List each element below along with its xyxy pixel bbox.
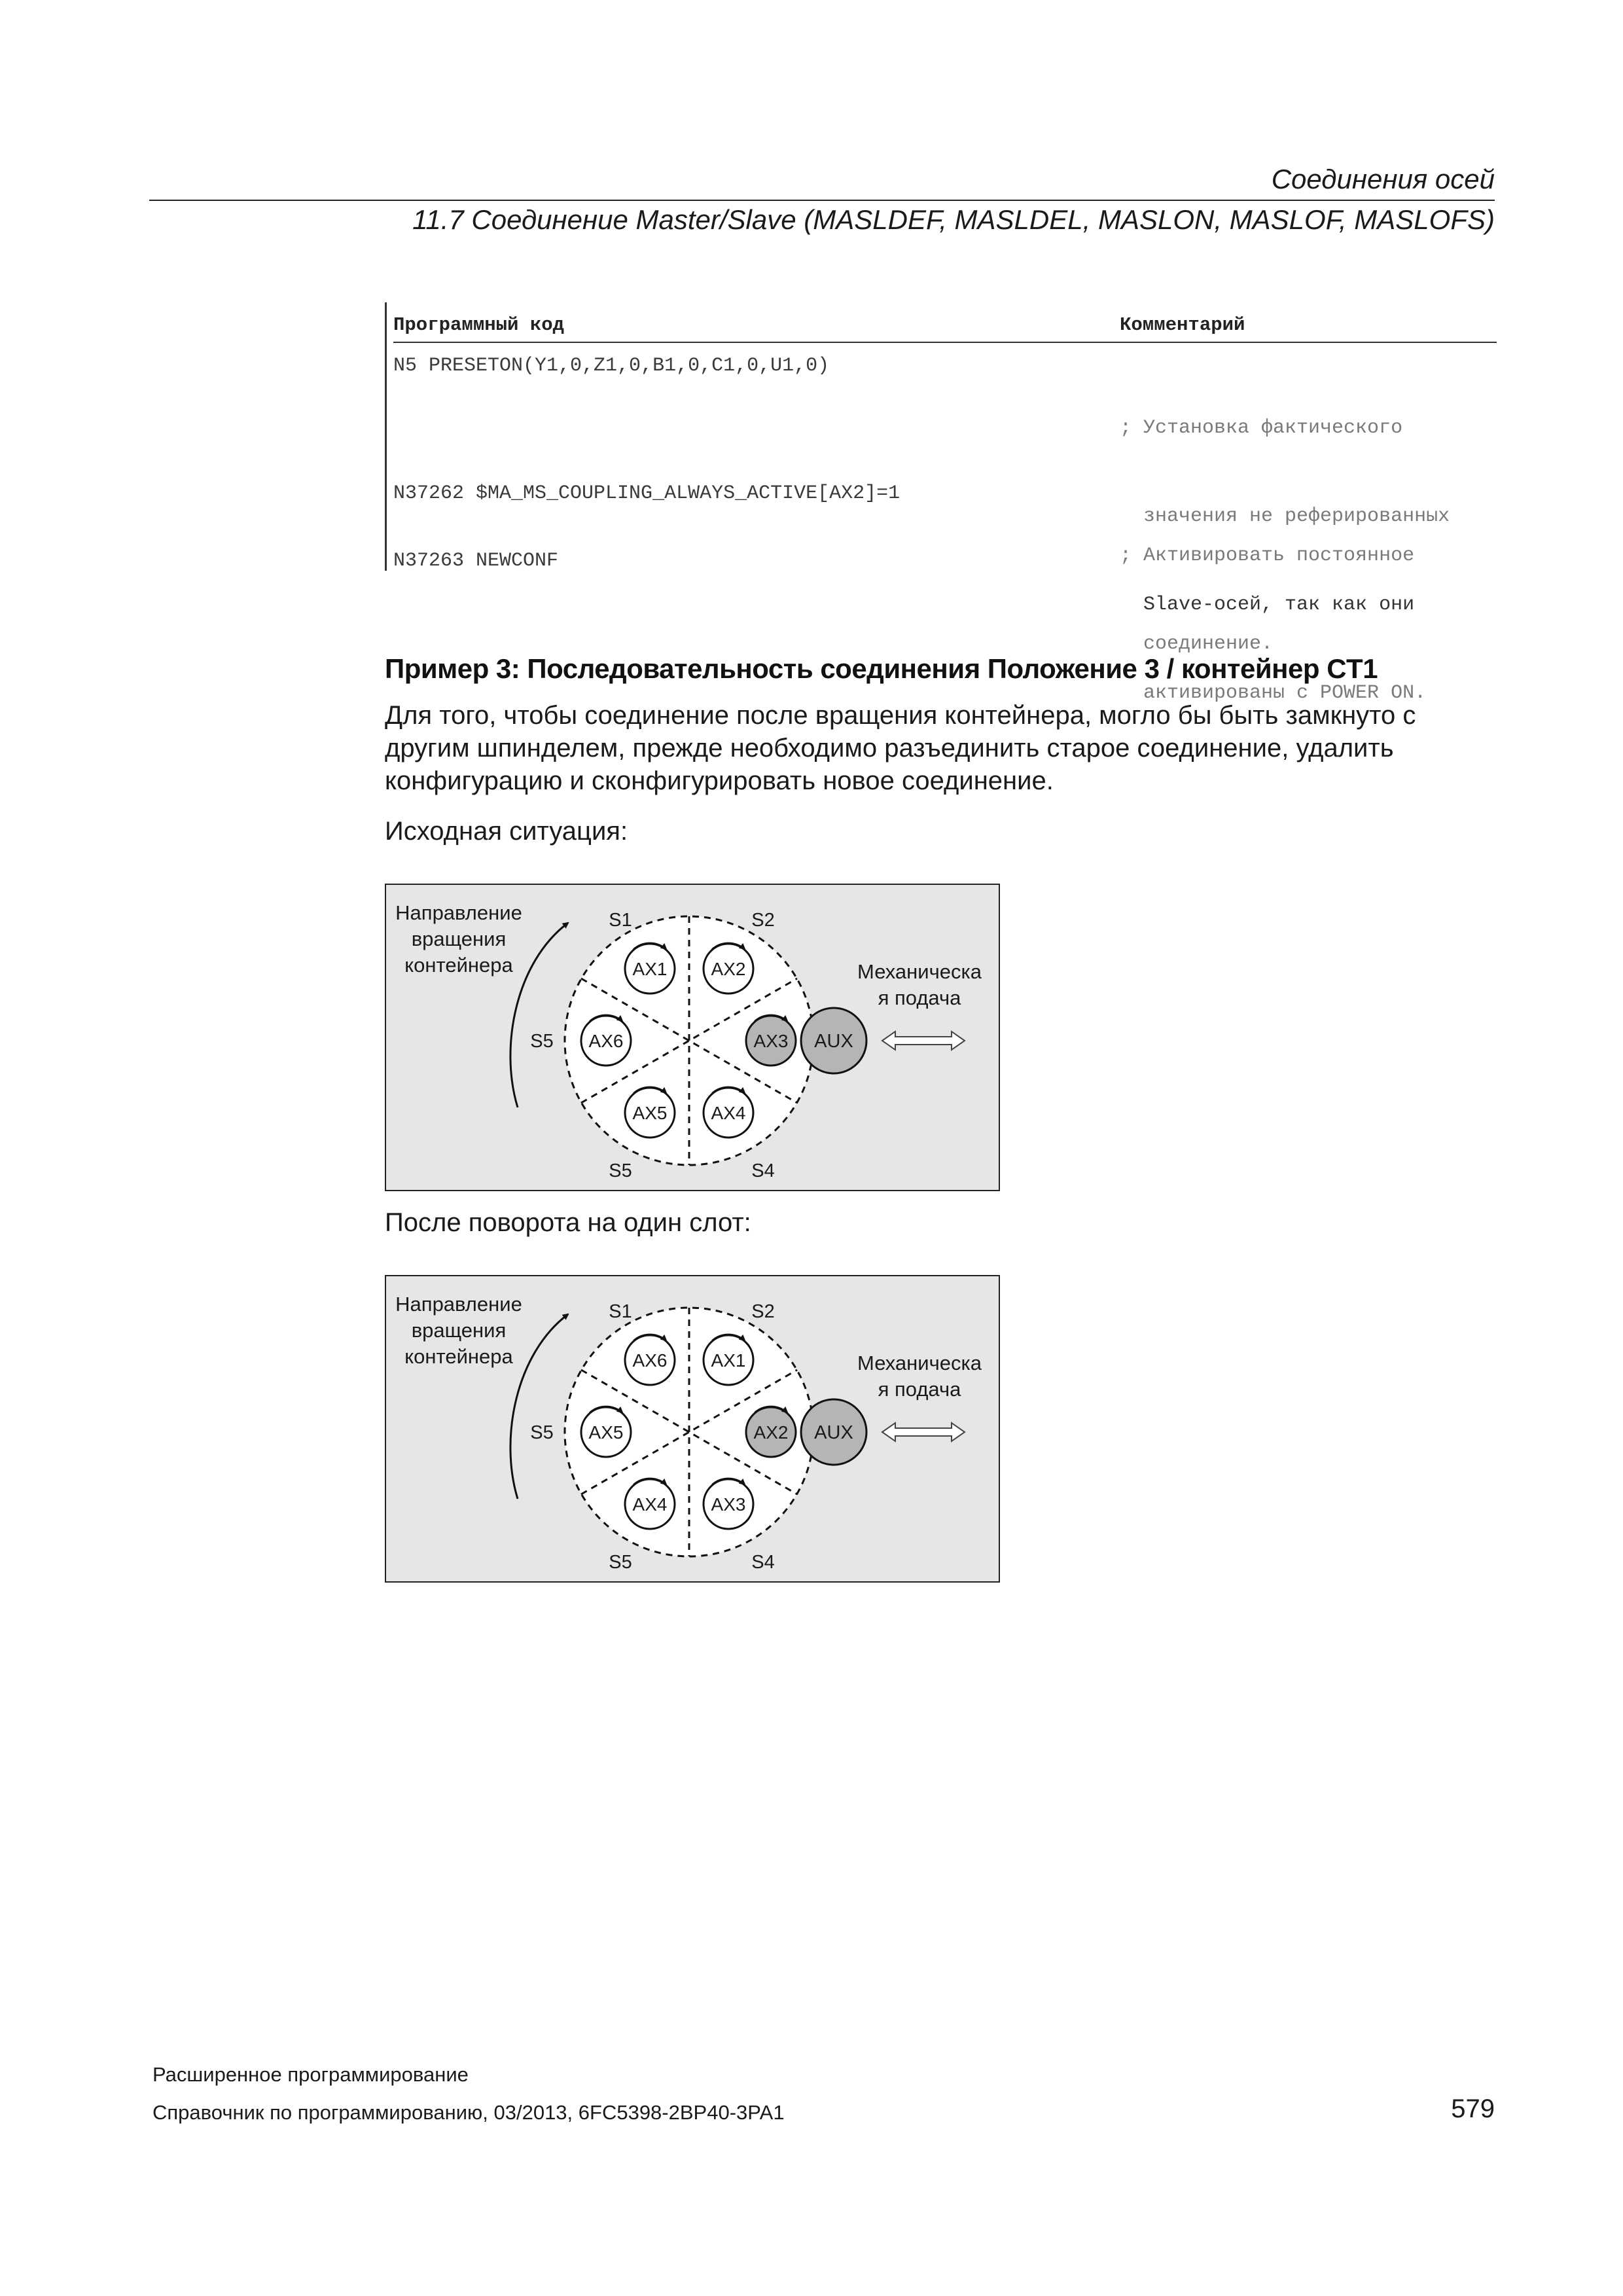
figure-initial	[385, 884, 1000, 1191]
code-table-header	[393, 302, 1497, 343]
aux-label: AUX	[814, 1031, 853, 1052]
spindle-label: AX5	[588, 1422, 624, 1443]
comment-line: активированы с POWER ON.	[1120, 682, 1427, 704]
spindle-ax-left	[581, 1015, 631, 1066]
header-rule	[149, 200, 1495, 201]
spindle-ax-right-coupled	[746, 1407, 796, 1457]
spindle-label: AX3	[711, 1494, 746, 1515]
slot-label: S1	[609, 1301, 632, 1322]
spindle-ax-top-left	[625, 1335, 675, 1385]
footer-book-title: Расширенное программирование	[152, 2063, 469, 2086]
code-line: N37263 NEWCONF	[393, 550, 559, 572]
comment-line: соединение.	[1120, 633, 1274, 655]
spindle-label: AX4	[711, 1103, 746, 1123]
comment-line: ; Активировать постоянное	[1120, 545, 1415, 567]
spindle-label: AX1	[632, 959, 668, 979]
spindle-ax-top-left	[625, 943, 675, 994]
page-number: 579	[1451, 2094, 1495, 2123]
column-header-code: Программный код	[393, 314, 565, 336]
spindle-label: AX4	[632, 1494, 668, 1515]
code-line: N37262 $MA_MS_COUPLING_ALWAYS_ACTIVE[AX2]=1	[393, 482, 901, 505]
label-after-rotation: После поворота на один слот:	[385, 1208, 751, 1237]
spindle-ax-left	[581, 1407, 631, 1457]
figure-after-rotation	[385, 1275, 1000, 1583]
spindle-label: AX6	[588, 1031, 624, 1051]
feed-label: я подача	[878, 986, 961, 1009]
rotation-label: вращения	[411, 1319, 507, 1342]
section-heading: Пример 3: Последовательность соединения Положение 3 / контейнер CT1	[385, 653, 1378, 684]
page-header-title: Соединения осей	[1271, 164, 1495, 194]
spindle-label: AX1	[711, 1350, 746, 1371]
comment-line: Slave-осей, так как они	[1120, 594, 1415, 616]
spindle-label: AX6	[632, 1350, 668, 1371]
spindle-label: AX5	[632, 1103, 668, 1123]
rotation-label: контейнера	[404, 1345, 513, 1368]
spindle-ax-bottom-left	[625, 1479, 675, 1529]
rotation-label: контейнера	[404, 954, 513, 977]
spindle-ax-top-right	[704, 943, 753, 994]
comment-line: значения не реферированных	[1120, 505, 1450, 528]
feed-label: Механическа	[857, 960, 982, 983]
spindle-ax-right-coupled	[746, 1015, 796, 1066]
slot-label: S5	[609, 1160, 632, 1181]
slot-label: S4	[751, 1160, 775, 1181]
container-diagram-initial	[385, 884, 1000, 1191]
rotation-label: вращения	[411, 927, 507, 950]
rotation-label: Направление	[395, 901, 522, 924]
slot-label: S2	[751, 910, 775, 931]
section-paragraph: Для того, чтобы соединение после вращения контейнера, могло бы быть замкнуто с другим шпинделем, прежде необходимо разъединить старое соединение, удалить конфигурацию и сконфигурировать новое соединение.	[385, 701, 1416, 795]
aux-spindle	[801, 1399, 866, 1465]
rotation-label: Направление	[395, 1293, 522, 1316]
code-line: N5 PRESETON(Y1,0,Z1,0,B1,0,C1,0,U1,0)	[393, 355, 830, 377]
aux-label: AUX	[814, 1422, 853, 1443]
column-header-comment: Комментарий	[1120, 314, 1245, 336]
aux-spindle	[801, 1008, 866, 1073]
feed-label: я подача	[878, 1378, 961, 1401]
feed-label: Механическа	[857, 1352, 982, 1374]
slot-label: S5	[530, 1422, 554, 1443]
label-initial-situation: Исходная ситуация:	[385, 817, 628, 846]
slot-label: S1	[609, 910, 632, 931]
slot-label: S2	[751, 1301, 775, 1322]
container-diagram-after	[385, 1275, 1000, 1583]
slot-label: S4	[751, 1552, 775, 1573]
slot-label: S5	[609, 1552, 632, 1573]
spindle-label: AX2	[753, 1422, 789, 1443]
spindle-label: AX3	[753, 1031, 789, 1051]
spindle-ax-bottom-left	[625, 1087, 675, 1138]
comment-line: ; Установка фактического	[1120, 417, 1403, 439]
page-header-subtitle: 11.7 Соединение Master/Slave (MASLDEF, MASLDEL, MASLON, MASLOF, MASLOFS)	[412, 204, 1495, 235]
spindle-ax-top-right	[704, 1335, 753, 1385]
slot-label: S5	[530, 1031, 554, 1052]
footer-reference: Справочник по программированию, 03/2013, 6FC5398-2BP40-3PA1	[152, 2101, 785, 2124]
spindle-ax-bottom-right	[704, 1087, 753, 1138]
spindle-ax-bottom-right	[704, 1479, 753, 1529]
spindle-label: AX2	[711, 959, 746, 979]
